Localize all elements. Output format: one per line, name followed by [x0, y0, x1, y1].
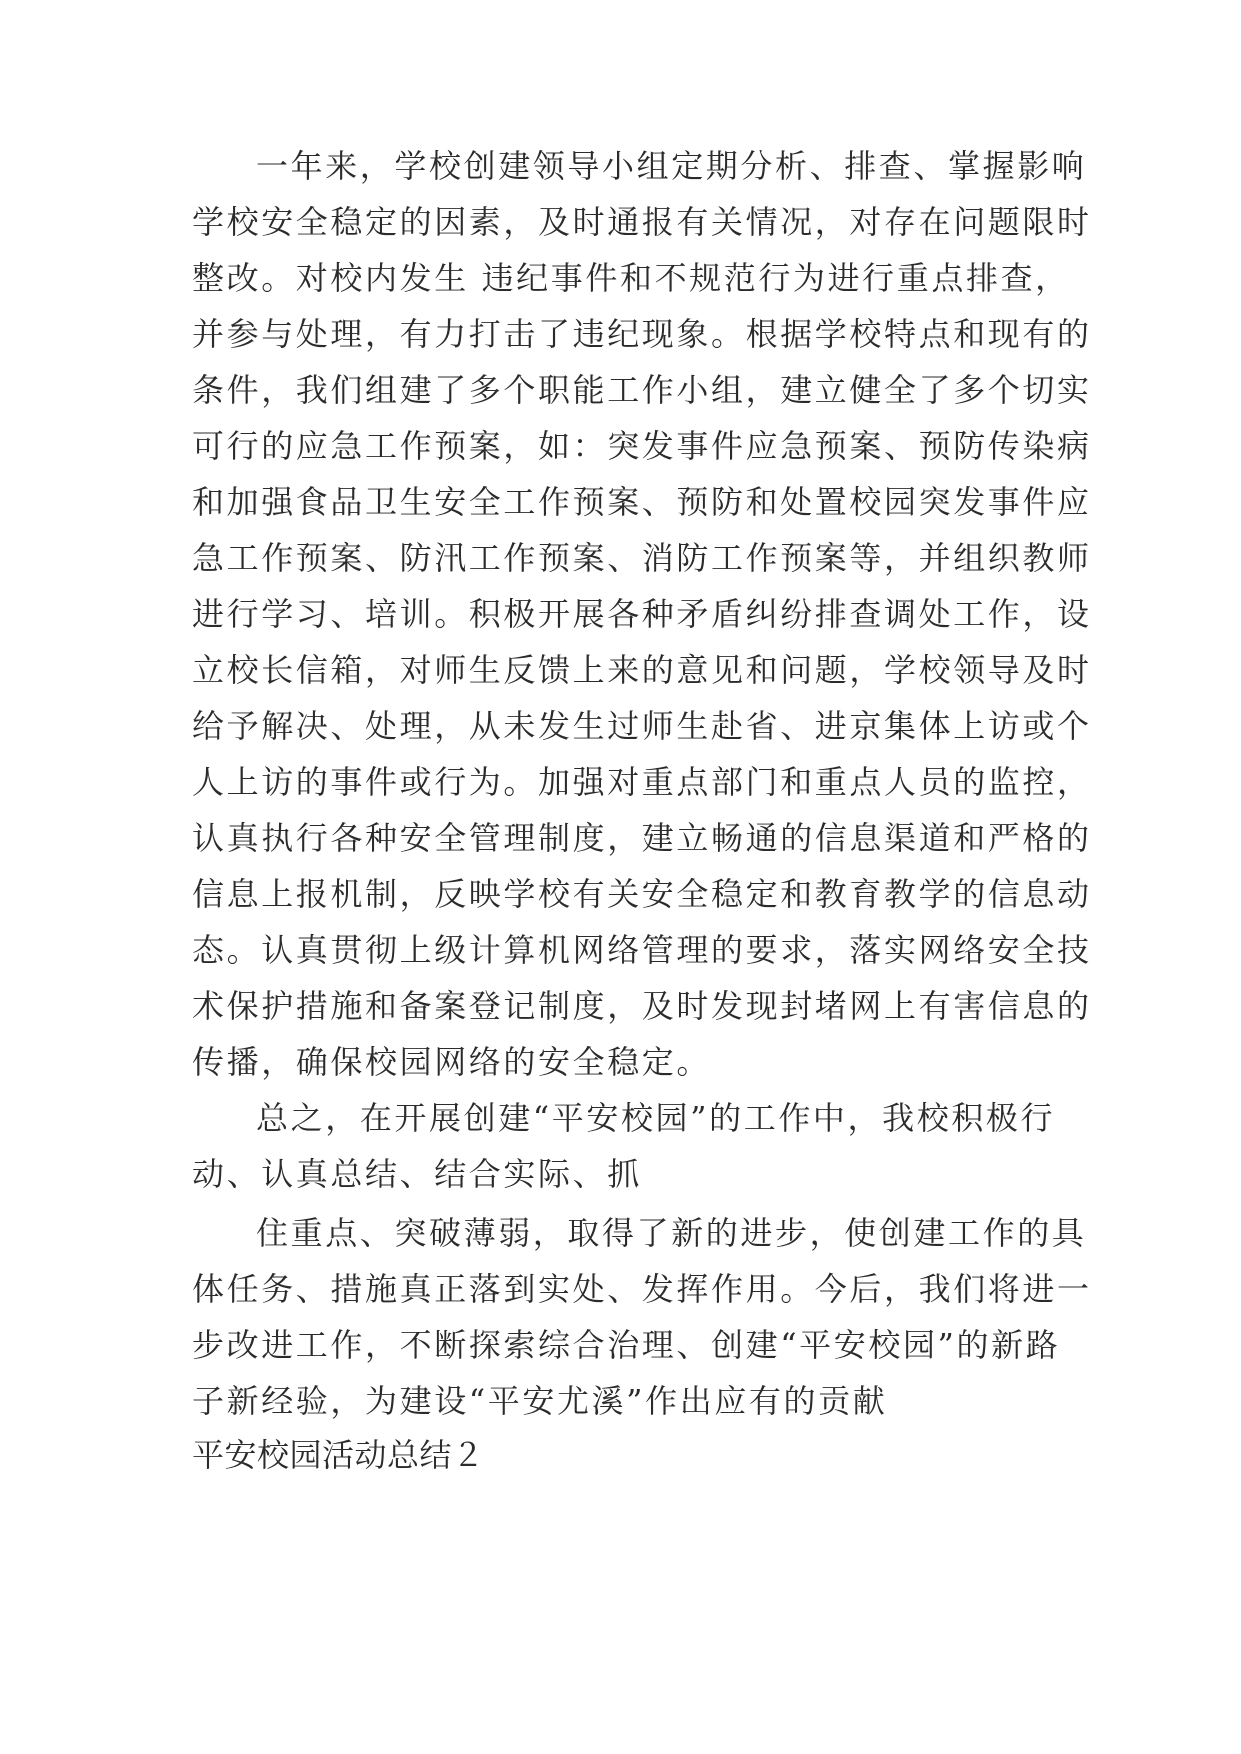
paragraph-line: 条件，我们组建了多个职能工作小组，建立健全了多个切实 [192, 371, 1092, 409]
paragraph-line: 一年来，学校创建领导小组定期分析、排查、掌握影响 [256, 147, 1087, 185]
paragraph-line: 给予解决、处理，从未发生过师生赴省、进京集体上访或个 [192, 707, 1092, 745]
paragraph-line: 和加强食品卫生安全工作预案、预防和处置校园突发事件应 [192, 483, 1092, 521]
paragraph-line: 传播，确保校园网络的安全稳定。 [192, 1043, 712, 1081]
paragraph-line: 态。认真贯彻上级计算机网络管理的要求，落实网络安全技 [192, 931, 1092, 969]
paragraph-line: 学校安全稳定的因素，及时通报有关情况，对存在问题限时 [192, 203, 1092, 241]
paragraph-line: 立校长信箱，对师生反馈上来的意见和问题，学校领导及时 [192, 651, 1092, 689]
paragraph-line: 人上访的事件或行为。加强对重点部门和重点人员的监控， [192, 763, 1092, 801]
paragraph-line: 信息上报机制，反映学校有关安全稳定和教育教学的信息动 [192, 875, 1092, 913]
paragraph-line: 可行的应急工作预案，如：突发事件应急预案、预防传染病 [192, 427, 1092, 465]
paragraph-line: 认真执行各种安全管理制度，建立畅通的信息渠道和严格的 [192, 819, 1092, 857]
paragraph-line: 整改。对校内发生 违纪事件和不规范行为进行重点排查， [192, 259, 1070, 297]
paragraph-line: 进行学习、培训。积极开展各种矛盾纠纷排查调处工作，设 [192, 595, 1092, 633]
paragraph-line: 步改进工作，不断探索综合治理、创建“平安校园”的新路 [192, 1326, 1061, 1364]
section-heading: 平安校园活动总结２ [192, 1436, 485, 1474]
paragraph-line: 体任务、措施真正落到实处、发挥作用。今后，我们将进一 [192, 1270, 1092, 1308]
paragraph-line: 子新经验，为建设“平安尤溪”作出应有的贡献 [192, 1382, 888, 1420]
paragraph-line: 动、认真总结、结合实际、抓 [192, 1155, 642, 1193]
paragraph-line: 住重点、突破薄弱，取得了新的进步，使创建工作的具 [256, 1214, 1087, 1252]
paragraph-line: 术保护措施和备案登记制度，及时发现封堵网上有害信息的 [192, 987, 1092, 1025]
paragraph-line: 总之，在开展创建“平安校园”的工作中，我校积极行 [256, 1099, 1056, 1137]
paragraph-line: 并参与处理，有力打击了违纪现象。根据学校特点和现有的 [192, 315, 1092, 353]
paragraph-line: 急工作预案、防汛工作预案、消防工作预案等，并组织教师 [192, 539, 1092, 577]
